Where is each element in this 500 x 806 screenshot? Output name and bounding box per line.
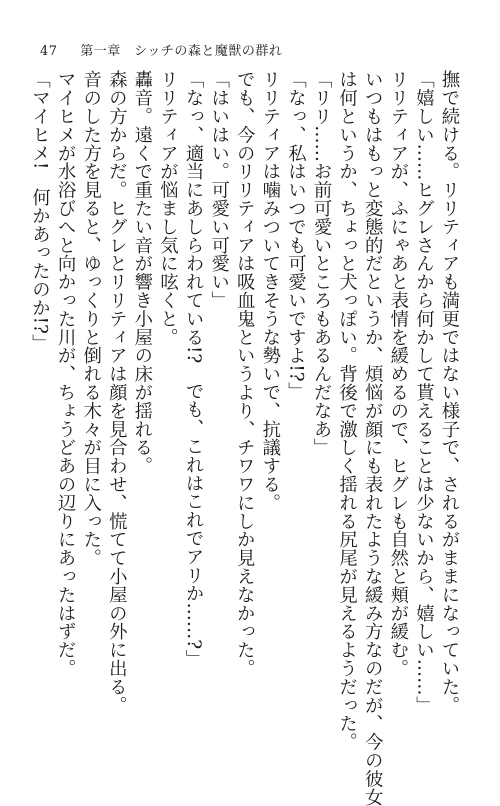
text-line: 「リリ……お前可愛いところもあるんだなあ」	[311, 70, 333, 457]
page-header	[40, 40, 282, 59]
text-line: は何というか、ちょっと犬っぽい。背後で激しく揺れる尻尾が見えるようだった。	[336, 70, 358, 751]
text-line: 「なっ、私はいつでも可愛いですよ!?」	[285, 70, 307, 401]
page-number: 47	[40, 44, 58, 59]
text-line: リリティアが、ふにゃあと表情を緩めるので、ヒグレも自然と頬が緩む。	[387, 70, 409, 678]
text-line: マイヒメが水浴びへと向かった川が、ちょうどあの辺りにあったはずだ。	[55, 70, 77, 678]
text-line: 撫で続ける。リリティアも満更ではない様子で、されるがままになっていた。	[439, 70, 460, 714]
text-line: 「マイヒメ! 何かあったのか!?」	[29, 70, 51, 353]
text-line: 「なっ、適当にあしらわれている!? でも、これはこれでアリか……?」	[183, 70, 205, 668]
chapter-title: 第一章 シッチの森と魔獣の群れ	[80, 44, 283, 59]
text-line: 森の方からだ。ヒグレとリリティアは顔を見合わせ、慌てて小屋の外に出る。	[106, 70, 128, 714]
text-line: でも、今のリリティアは吸血鬼というより、チワワにしか見えなかった。	[234, 70, 256, 678]
text-line: 「はいはい。可愛い可愛い」	[208, 70, 230, 310]
text-line: いつもはもっと変態的だというか、煩悩が顔にも表れたような緩み方なのだが、今の彼女	[362, 70, 384, 806]
text-line: リリティアが悩まし気に呟くと。	[157, 70, 179, 346]
text-line: リリティアは噛みついてきそうな勢いで、抗議する。	[259, 70, 281, 512]
text-line: 「嬉しい……ヒグレさんから何かして貰えることは少ないから、嬉しい……」	[413, 70, 435, 714]
text-line: 轟音。遠くで重たい音が響き小屋の床が揺れる。	[131, 70, 153, 475]
text-line: 音のした方を見ると、ゆっくりと倒れる木々が目に入った。	[80, 70, 102, 567]
vertical-body-text	[27, 70, 462, 806]
